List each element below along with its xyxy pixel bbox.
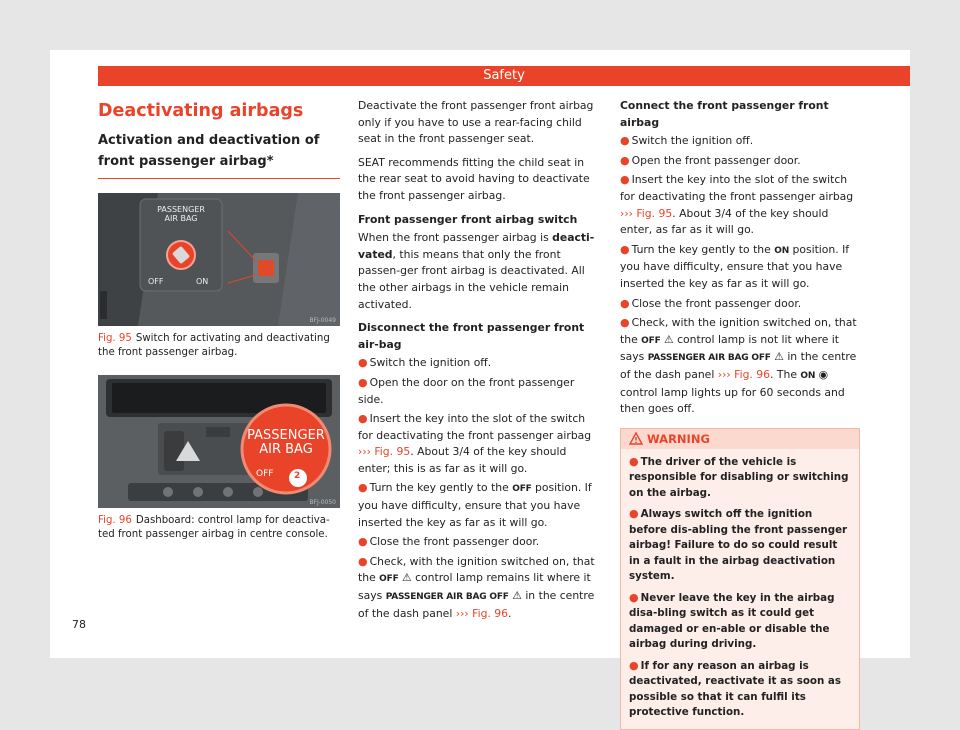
list-item-text: control lamp lights up for 60 seconds and then goes off. bbox=[620, 385, 845, 416]
list-item-text: control lamp remains lit where it says bbox=[358, 571, 591, 603]
list-item: ● Open the door on the front passenger side. bbox=[358, 375, 575, 406]
list-item-text: . The bbox=[770, 367, 797, 381]
list-item: ● Turn the key gently to the OFF position. If you have difficulty, ensure that you have inserted the key as far as it will go. bbox=[358, 481, 592, 529]
section-header: Safety bbox=[98, 66, 910, 86]
warning-text: Always switch off the ignition before dis-abling the front passenger airbag! Failure to do so could result in a fault in the airbag deactivation system. bbox=[629, 508, 848, 583]
para-switch-bold: deacti-vated bbox=[358, 231, 595, 261]
fig96-link[interactable]: ››› Fig. 96 bbox=[717, 367, 771, 381]
fig95-caption-text: Switch for activating and deactivating the front passenger airbag. bbox=[98, 333, 330, 358]
passenger-airbag-off-symbol: PASSENGER AIR BAG OFF bbox=[385, 592, 509, 603]
figure-95 bbox=[98, 193, 340, 359]
middle-column bbox=[358, 98, 602, 625]
list-item-text: Check, with the ignition switched on, that the bbox=[358, 554, 595, 585]
figure-96 bbox=[98, 375, 340, 541]
list-item: ● Switch the ignition off. bbox=[620, 134, 754, 148]
warning-text: If for any reason an airbag is deactivated, reactivate it as soon as possible so that it can fulfil its protective function. bbox=[629, 659, 841, 719]
fig95-number: Fig. 95 bbox=[98, 333, 132, 344]
list-item-text: Turn the key gently to the bbox=[369, 481, 509, 495]
airbag-on-icon: ◉ bbox=[818, 367, 829, 381]
list-item-text: position. If you have difficulty, ensure that you have inserted the key as far as it will go. bbox=[620, 242, 850, 290]
warning-icon bbox=[629, 432, 643, 445]
fig96-caption-text: Dashboard: control lamp for deactiva-ted front passenger airbag in centre console. bbox=[98, 515, 330, 540]
airbag-off-icon: ⚠ bbox=[663, 332, 674, 346]
fig96-number: Fig. 96 bbox=[98, 515, 132, 526]
warning-item: ● Always switch off the ignition before dis-abling the front passenger airbag! Failure to do so could result in a fault in the airbag deactivation system. bbox=[629, 507, 848, 583]
left-column bbox=[98, 100, 340, 541]
manual-page bbox=[50, 50, 910, 719]
right-column bbox=[620, 98, 860, 730]
list-item-text: . About 3/4 of the key should enter, as far as it will go. bbox=[620, 206, 829, 237]
list-item-text: in the centre of the dash panel bbox=[620, 350, 857, 381]
section-subtitle: Activation and deactivation of front passenger airbag* bbox=[98, 130, 340, 179]
list-item-text: control lamp is not lit where it says bbox=[620, 332, 840, 364]
warning-item: ● The driver of the vehicle is responsible for disabling or switching on the airbag. bbox=[629, 454, 849, 499]
fig96-badge: 2 bbox=[294, 471, 301, 481]
fig95-on-label: ON bbox=[196, 277, 209, 286]
fig95-label-1: PASSENGER bbox=[157, 205, 205, 214]
para-switch-info bbox=[358, 230, 602, 313]
subheading-switch: Front passenger front airbag switch bbox=[358, 212, 578, 226]
figure-96-caption bbox=[98, 514, 340, 541]
fig96-code: BFJ-0050 bbox=[309, 499, 336, 506]
list-item: ● Insert the key into the slot of the switch for deactivating the front passenger airbag ››› Fig. 95. About 3/4 of the key should enter; this is as far as it will go. bbox=[358, 412, 592, 475]
warning-title: WARNING bbox=[647, 431, 710, 446]
fig96-label-1: PASSENGER bbox=[247, 428, 325, 443]
list-item-text: . bbox=[508, 606, 512, 620]
on-symbol: ON bbox=[800, 370, 816, 381]
fig95-code: BFJ-0049 bbox=[309, 317, 336, 324]
list-item-text: Open the door on the front passenger side. bbox=[358, 375, 575, 406]
figure-95-image bbox=[98, 193, 340, 326]
figure-95-caption bbox=[98, 332, 340, 359]
list-item: ● Close the front passenger door. bbox=[358, 535, 540, 549]
on-symbol: ON bbox=[774, 245, 790, 256]
list-item: ● Check, with the ignition switched on, that the OFF ⚠ control lamp is not lit where it says PASSENGER AIR BAG OFF ⚠ in the centre of the dash panel ››› Fig. 96. The ON ◉ control lamp lights up for 60 seconds and then goes off. bbox=[620, 316, 857, 416]
list-item-text: . About 3/4 of the key should enter; this is as far as it will go. bbox=[358, 445, 567, 475]
warning-item: ● Never leave the key in the airbag disa-bling switch as it could get damaged or en-able or disable the airbag during driving. bbox=[629, 590, 835, 651]
list-item-text: Check, with the ignition switched on, that the bbox=[620, 316, 857, 346]
para-switch-text-2: , this means that only the front passen-ger front airbag is deactivated. All the other airbags in the vehicle remain activated. bbox=[358, 247, 585, 311]
para-deactivate: Deactivate the front passenger front airbag only if you have to use a rear-facing child seat in the front passenger seat. bbox=[358, 99, 594, 146]
off-symbol: OFF bbox=[379, 574, 399, 585]
para-recommendation: SEAT recommends fitting the child seat in the rear seat to avoid having to deactivate the front passenger airbag. bbox=[358, 155, 590, 202]
subheading-disconnect: Disconnect the front passenger front air-bag bbox=[358, 321, 585, 351]
page-title: Deactivating airbags bbox=[98, 101, 304, 121]
fig95-off-label: OFF bbox=[148, 277, 164, 286]
list-item: ● Insert the key into the slot of the switch for deactivating the front passenger airbag ››› Fig. 95. About 3/4 of the key should enter, as far as it will go. bbox=[620, 173, 854, 237]
passenger-airbag-off-symbol: PASSENGER AIR BAG OFF bbox=[647, 353, 771, 364]
fig96-label-2: AIR BAG bbox=[259, 442, 313, 457]
warning-item: ● If for any reason an airbag is deactivated, reactivate it as soon as possible so that it can fulfil its protective function. bbox=[629, 658, 841, 719]
list-item-text: Insert the key into the slot of the switch for deactivating the front passenger airbag bbox=[620, 173, 854, 203]
list-item: ● Close the front passenger door. bbox=[620, 296, 802, 310]
list-item-text: Turn the key gently to the bbox=[631, 242, 771, 256]
airbag-off-icon: ⚠ bbox=[401, 571, 412, 585]
list-item-text: Insert the key into the slot of the switch for deactivating the front passenger airbag bbox=[358, 412, 592, 442]
warning-text: Never leave the key in the airbag disa-bling switch as it could get damaged or en-able or disable the airbag during driving. bbox=[629, 591, 835, 651]
fig95-link[interactable]: ››› Fig. 95 bbox=[620, 206, 673, 220]
off-symbol: OFF bbox=[512, 484, 532, 495]
warning-text: The driver of the vehicle is responsible for disabling or switching on the airbag. bbox=[629, 455, 849, 499]
fig96-off-label: OFF bbox=[256, 469, 274, 479]
list-item: ● Switch the ignition off. bbox=[358, 356, 492, 370]
off-symbol: OFF bbox=[641, 335, 661, 346]
para-switch-text-1: When the front passenger airbag is bbox=[358, 231, 553, 245]
list-item-text: Close the front passenger door. bbox=[631, 296, 802, 310]
fig95-label-2: AIR BAG bbox=[164, 214, 198, 223]
list-item: ● Open the front passenger door. bbox=[620, 153, 801, 167]
figure-96-image bbox=[98, 375, 340, 508]
airbag-off-icon: ⚠ bbox=[774, 350, 784, 364]
subheading-connect: Connect the front passenger front airbag bbox=[620, 99, 829, 129]
list-item-text: Switch the ignition off. bbox=[369, 356, 492, 370]
list-item: ● Turn the key gently to the ON position. If you have difficulty, ensure that you have inserted the key as far as it will go. bbox=[620, 242, 850, 290]
list-item-text: position. If you have difficulty, ensure that you have inserted the key as far as it will go. bbox=[358, 481, 592, 529]
fig95-link[interactable]: ››› Fig. 95 bbox=[358, 445, 411, 459]
list-item-text: Switch the ignition off. bbox=[631, 134, 754, 148]
warning-header bbox=[621, 429, 859, 449]
page-number: 78 bbox=[72, 618, 86, 631]
fig96-link[interactable]: ››› Fig. 96 bbox=[455, 606, 509, 620]
airbag-off-icon: ⚠ bbox=[512, 589, 522, 603]
list-item-text: Close the front passenger door. bbox=[369, 535, 540, 549]
list-item-text: in the centre of the dash panel bbox=[358, 589, 595, 620]
list-item-text: Open the front passenger door. bbox=[631, 153, 801, 167]
list-item: ● Check, with the ignition switched on, that the OFF ⚠ control lamp remains lit where it says PASSENGER AIR BAG OFF ⚠ in the centre of the dash panel ››› Fig. 96. bbox=[358, 554, 595, 620]
warning-box bbox=[620, 428, 860, 730]
